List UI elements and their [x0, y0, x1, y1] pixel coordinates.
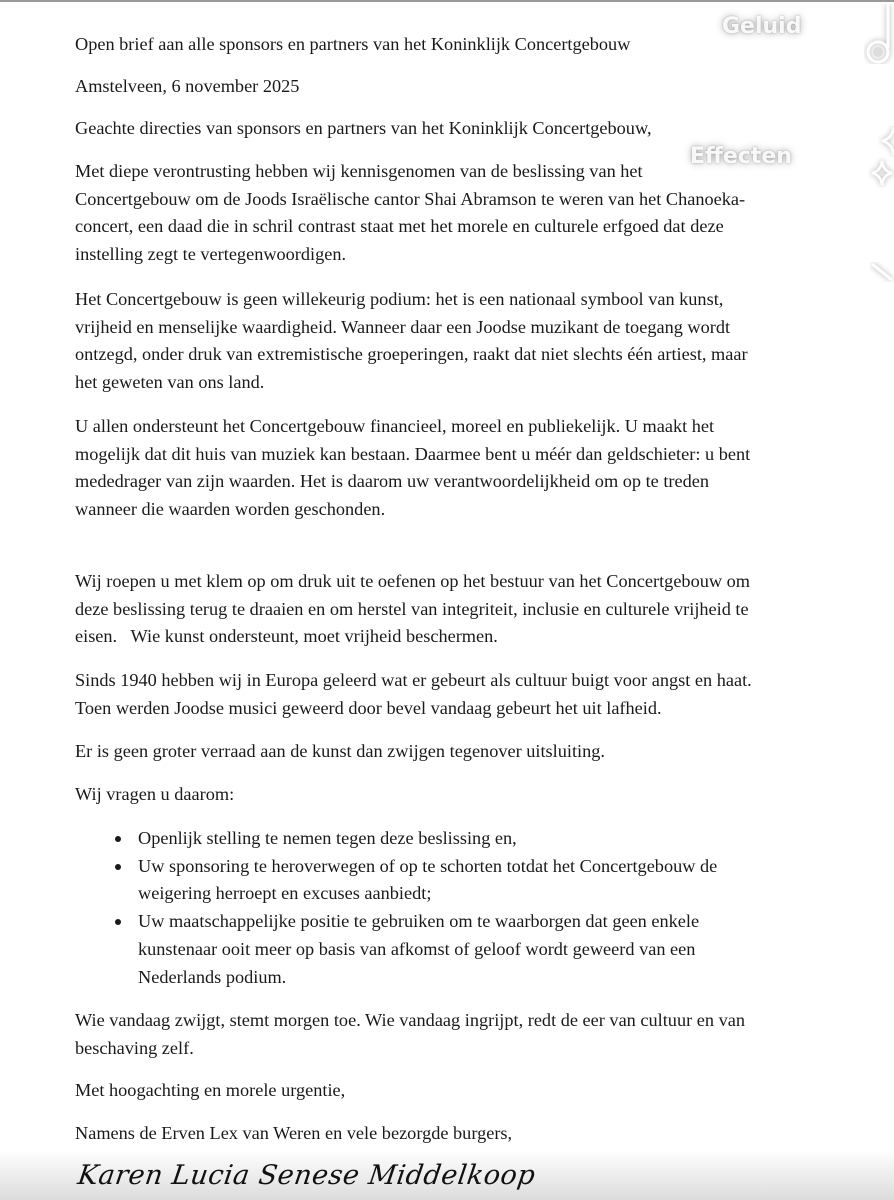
- text-line: U allen ondersteunt het Concertgebouw financieel, moreel en publiekelijk. U maakt het: [75, 416, 715, 436]
- text-line: Concertgebouw om de Joods Israëlische cantor Shai Abramson te weren van het Chanoeka-: [75, 188, 746, 209]
- text-line: weigering herroept en excuses aanbiedt;: [138, 883, 432, 904]
- text-line: beschaving zelf.: [75, 1037, 194, 1058]
- effects-label[interactable]: Effecten: [690, 144, 792, 169]
- text-line: vrijheid en menselijke waardigheid. Wanneer daar een Joodse muzikant de toegang wordt: [75, 316, 731, 337]
- closing-paragraph: [75, 1007, 745, 1062]
- text-line: concert, een daad die in schril contrast staat met het morele en culturele erfgoed dat deze: [75, 216, 724, 237]
- text-line: Wie vandaag zwijgt, stemt morgen toe. Wie vandaag ingrijpt, redt de eer van cultuur en van: [75, 1010, 745, 1030]
- sparkles-icon[interactable]: [866, 125, 894, 200]
- closing: Met hoogachting en morele urgentie,: [75, 1080, 346, 1100]
- text-line: Uw maatschappelijke positie te gebruiken om te waarborgen dat geen enkele: [138, 911, 700, 932]
- pen-icon[interactable]: [870, 262, 894, 287]
- text-line: het geweten van ons land.: [75, 372, 265, 393]
- text-line: Toen werden Joodse musici geweerd door bevel vandaag gebeurt het uit lafheid.: [75, 697, 662, 718]
- top-border: [0, 0, 894, 2]
- letter-title: Open brief aan alle sponsors en partners van het Koninklijk Concertgebouw: [75, 34, 631, 54]
- text-line: Het Concertgebouw is geen willekeurig podium: het is een nationaal symbool van kunst,: [75, 289, 724, 309]
- text-line: mededrager van zijn waarden. Het is daarom uw verantwoordelijkheid om op te treden: [75, 471, 710, 492]
- list-item: [115, 908, 717, 991]
- text-line: Nederlands podium.: [138, 966, 287, 987]
- text-line: ontzegd, onder druk van extremistische groeperingen, raakt dat niet slechts één artiest, maar: [75, 344, 748, 365]
- list-item: [115, 853, 717, 908]
- salutation: Geachte directies van sponsors en partners van het Koninklijk Concertgebouw,: [75, 118, 652, 138]
- text-line: Sinds 1940 hebben wij in Europa geleerd wat er gebeurt als cultuur buigt voor angst en haat.: [75, 670, 752, 690]
- text-line: Openlijk stelling te nemen tegen deze beslissing en,: [138, 828, 517, 848]
- text-line: wanneer die waarden worden geschonden.: [75, 499, 386, 520]
- place-date: Amstelveen, 6 november 2025: [75, 76, 300, 96]
- paragraph-4: [75, 568, 750, 651]
- text-line: Uw sponsoring te heroverwegen of op te schorten totdat het Concertgebouw de: [138, 855, 718, 876]
- text-line: Met diepe verontrusting hebben wij kennisgenomen van de beslissing van het: [75, 161, 643, 181]
- text-line: deze beslissing terug te draaien en om herstel van integriteit, inclusie en culturele vrijheid te: [75, 598, 749, 619]
- paragraph-2: [75, 286, 748, 397]
- paragraph-5: [75, 667, 752, 722]
- paragraph-1: [75, 158, 745, 269]
- request-list: [115, 825, 717, 991]
- text-line: instelling zegt te vertegenwoordigen.: [75, 244, 347, 265]
- paragraph-6: Er is geen groter verraad aan de kunst dan zwijgen tegenover uitsluiting.: [75, 741, 605, 761]
- sound-label[interactable]: Geluid: [722, 14, 802, 39]
- text-line: Wij roepen u met klem op om druk uit te oefenen op het bestuur van het Concertgebouw om: [75, 571, 750, 591]
- list-item: [115, 825, 717, 853]
- text-line: mogelijk dat dit huis van muziek kan bestaan. Daarmee bent u méér dan geldschieter: u bent: [75, 443, 751, 464]
- paragraph-7: Wij vragen u daarom:: [75, 784, 235, 804]
- on-behalf: Namens de Erven Lex van Weren en vele bezorgde burgers,: [75, 1123, 513, 1143]
- signature: Karen Lucia Senese Middelkoop: [75, 1160, 538, 1191]
- text-line: kunstenaar ooit meer op basis van afkomst of geloof wordt geweerd van een: [138, 938, 696, 959]
- paragraph-3: [75, 413, 750, 524]
- music-note-icon[interactable]: [864, 4, 894, 69]
- text-line: eisen. Wie kunst ondersteunt, moet vrijheid beschermen.: [75, 626, 498, 647]
